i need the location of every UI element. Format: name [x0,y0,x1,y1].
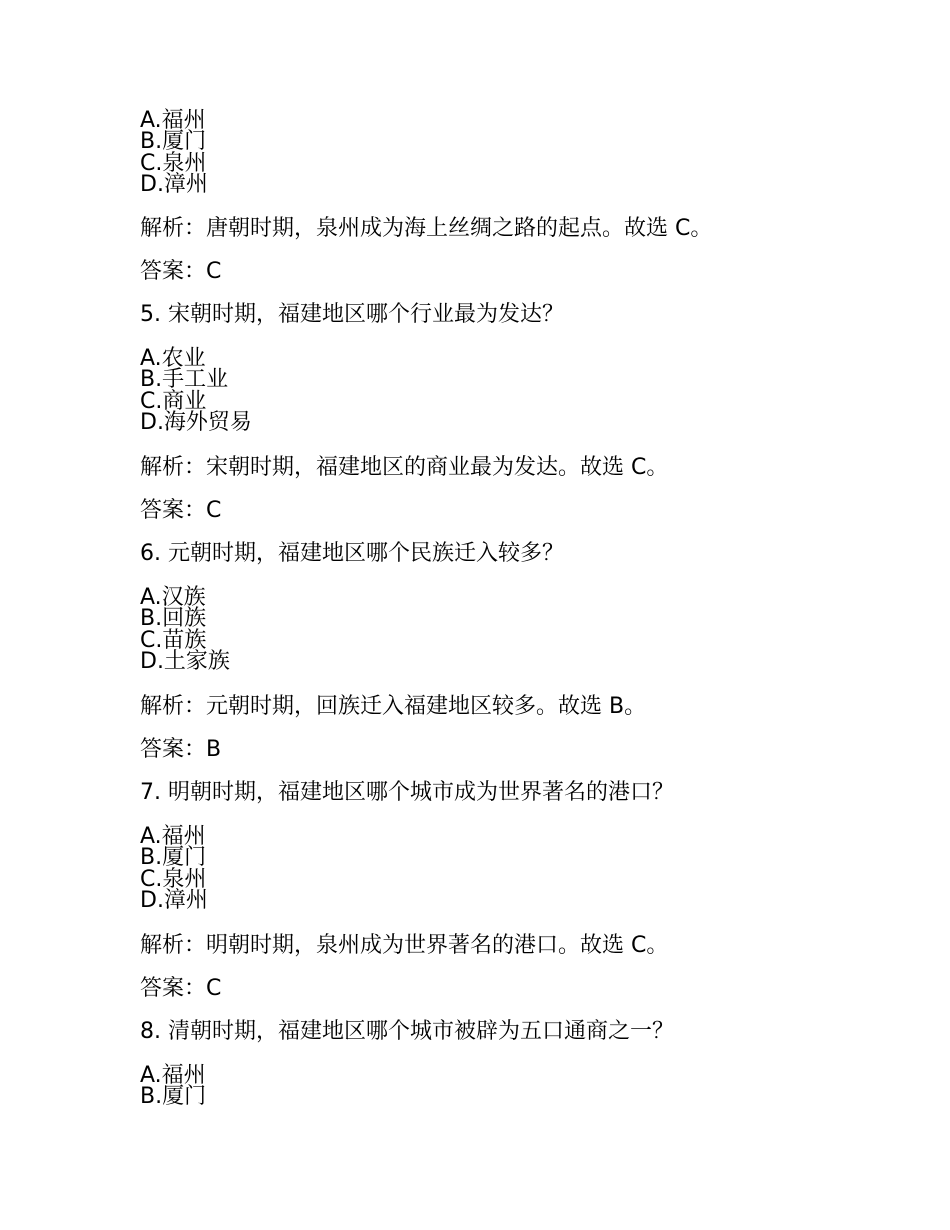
options-q7 [140,826,890,911]
option-d: D.漳州 [140,171,208,197]
analysis-q5: 解析：宋朝时期，福建地区的商业最为发达。故选 C。 [140,455,669,480]
option-a: A.汉族 [140,585,206,610]
option-b: B.回族 [140,606,207,632]
option-a: A.农业 [140,346,206,371]
options-q8 [140,1065,890,1108]
option-c: C.泉州 [140,150,207,176]
options-q5 [140,348,890,433]
option-d: D.海外贸易 [140,409,252,435]
option-b: B.厦门 [140,129,207,155]
option-b: B.厦门 [140,845,207,871]
answer-q6: 答案：B [140,737,222,762]
answer-q5: 答案：C [140,498,222,523]
option-d: D.漳州 [140,887,208,913]
options-q4 [140,110,890,195]
question-8: 8. 清朝时期，福建地区哪个城市被辟为五口通商之一？ [140,1019,674,1044]
question-5: 5. 宋朝时期，福建地区哪个行业最为发达？ [140,302,564,327]
option-c: C.泉州 [140,866,207,892]
analysis-q6: 解析：元朝时期，回族迁入福建地区较多。故选 B。 [140,694,647,719]
analysis-q7: 解析：明朝时期，泉州成为世界著名的港口。故选 C。 [140,933,669,958]
option-c: C.商业 [140,388,207,414]
option-c: C.苗族 [140,627,207,653]
option-a: A.福州 [140,108,206,133]
question-7: 7. 明朝时期，福建地区哪个城市成为世界著名的港口？ [140,780,674,805]
option-b: B.厦门 [140,1084,207,1110]
answer-q7: 答案：C [140,976,222,1001]
answer-q4: 答案：C [140,259,222,284]
option-a: A.福州 [140,1063,206,1088]
analysis-q4: 解析：唐朝时期，泉州成为海上丝绸之路的起点。故选 C。 [140,216,713,241]
option-d: D.土家族 [140,648,230,674]
question-6: 6. 元朝时期，福建地区哪个民族迁入较多？ [140,541,564,566]
option-b: B.手工业 [140,367,229,393]
options-q6 [140,587,890,672]
option-a: A.福州 [140,824,206,849]
